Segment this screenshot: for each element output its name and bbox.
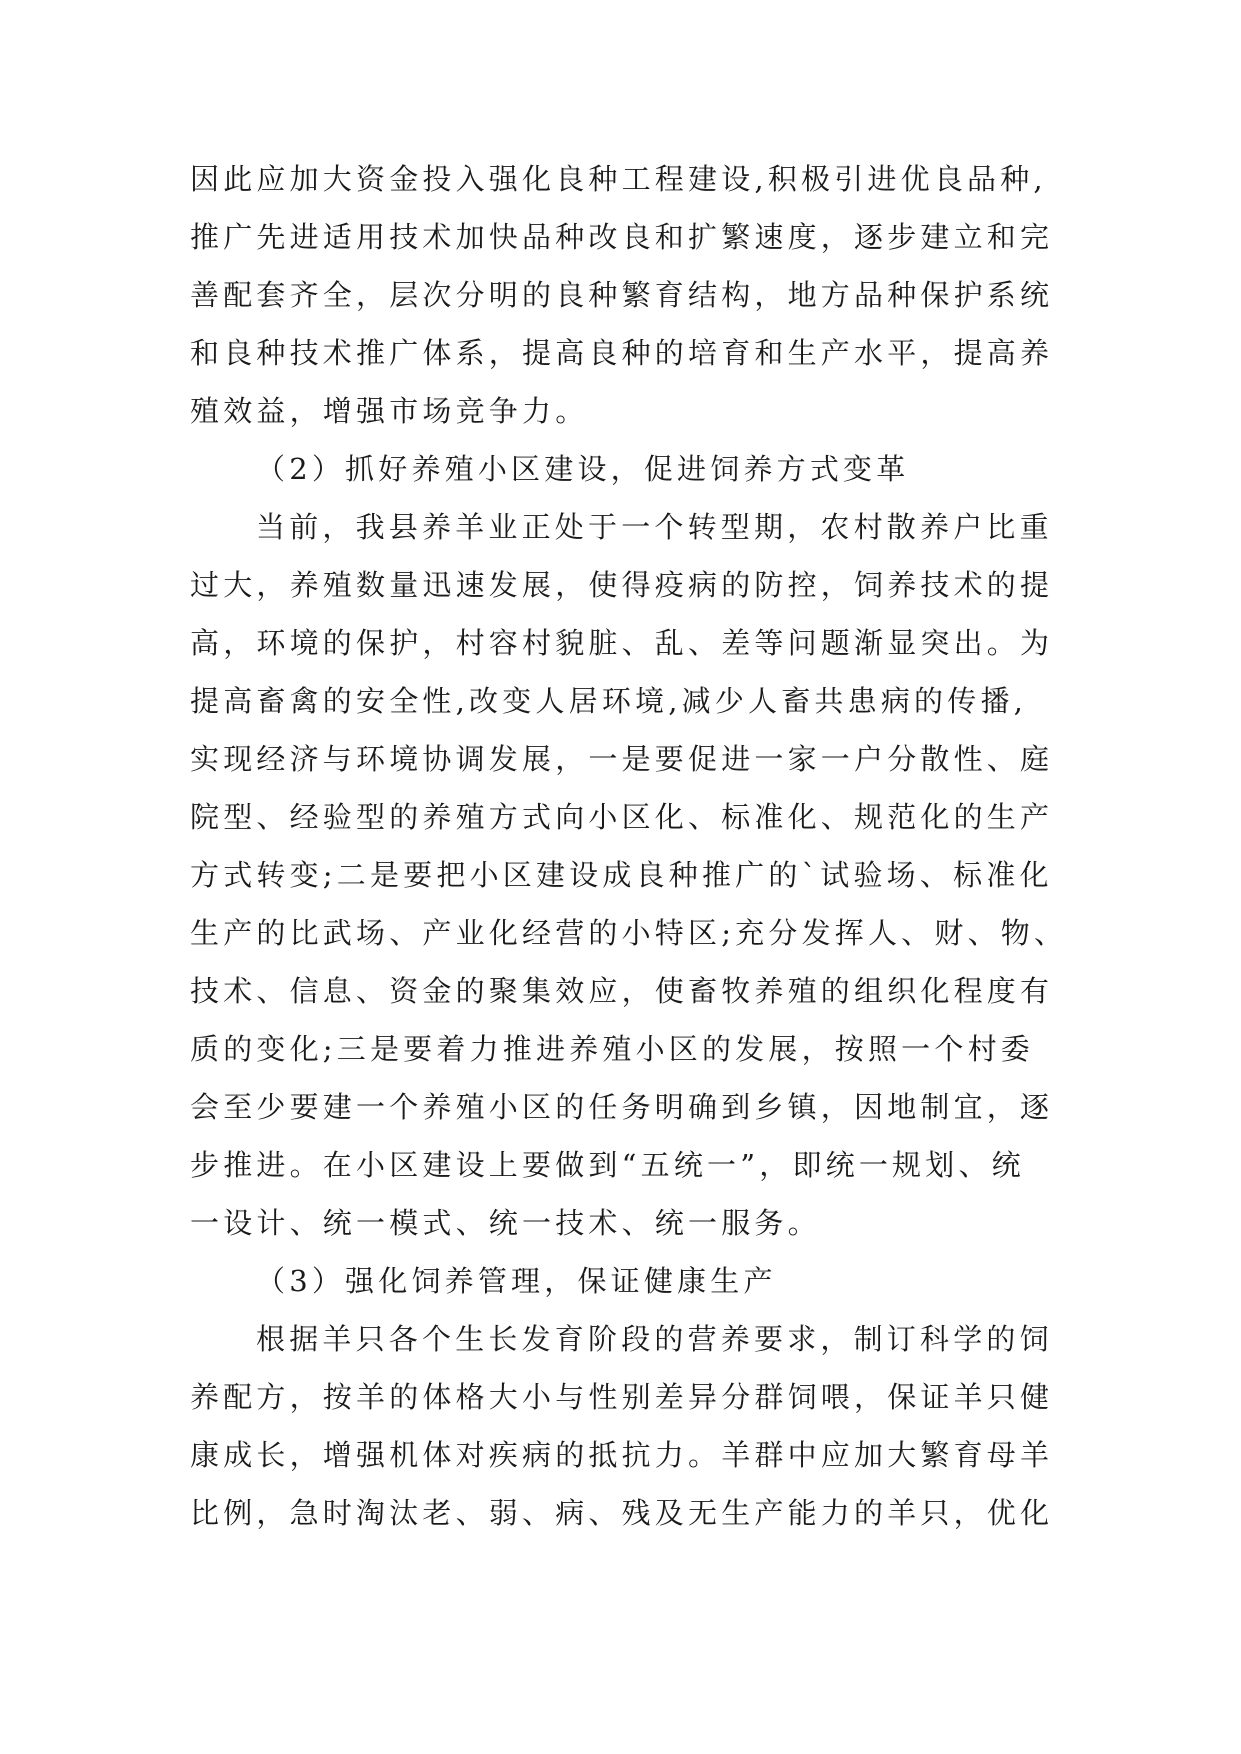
text-line: 院型、经验型的养殖方式向小区化、标准化、规范化的生产 bbox=[190, 800, 1054, 834]
text-line: 高，环境的保护，村容村貌脏、乱、差等问题渐显突出。为 bbox=[190, 626, 1054, 660]
text-line: 比例，急时淘汰老、弱、病、残及无生产能力的羊只，优化 bbox=[190, 1496, 1054, 1530]
text-line: 殖效益，增强市场竞争力。 bbox=[190, 394, 589, 428]
body-text bbox=[190, 150, 1080, 1542]
section-heading-3: （3）强化饲养管理，保证健康生产 bbox=[256, 1264, 777, 1298]
paragraph-start: 根据羊只各个生长发育阶段的营养要求，制订科学的饲 bbox=[256, 1322, 1053, 1356]
text-line: 推广先进适用技术加快品种改良和扩繁速度，逐步建立和完 bbox=[190, 220, 1054, 254]
paragraph-start: 当前，我县养羊业正处于一个转型期，农村散养户比重 bbox=[256, 510, 1053, 544]
text-line: 方式转变;二是要把小区建设成良种推广的`试验场、标准化 bbox=[190, 858, 1053, 892]
text-line: 步推进。在小区建设上要做到“五统一”，即统一规划、统 bbox=[190, 1148, 1025, 1182]
text-line: 和良种技术推广体系，提高良种的培育和生产水平，提高养 bbox=[190, 336, 1054, 370]
text-line: 会至少要建一个养殖小区的任务明确到乡镇，因地制宜，逐 bbox=[190, 1090, 1054, 1124]
text-line: 质的变化;三是要着力推进养殖小区的发展，按照一个村委 bbox=[190, 1032, 1034, 1066]
text-line: 康成长，增强机体对疾病的抵抗力。羊群中应加大繁育母羊 bbox=[190, 1438, 1054, 1472]
section-heading-2: （2）抓好养殖小区建设，促进饲养方式变革 bbox=[256, 452, 910, 486]
text-line: 生产的比武场、产业化经营的小特区;充分发挥人、财、物、 bbox=[190, 916, 1068, 950]
text-line: 技术、信息、资金的聚集效应，使畜牧养殖的组织化程度有 bbox=[190, 974, 1054, 1008]
text-line: 实现经济与环境协调发展，一是要促进一家一户分散性、庭 bbox=[190, 742, 1054, 776]
text-line: 因此应加大资金投入强化良种工程建设,积极引进优良品种, bbox=[190, 162, 1047, 196]
text-line: 一设计、统一模式、统一技术、统一服务。 bbox=[190, 1206, 821, 1240]
text-line: 善配套齐全，层次分明的良种繁育结构，地方品种保护系统 bbox=[190, 278, 1054, 312]
text-line: 提高畜禽的安全性,改变人居环境,减少人畜共患病的传播, bbox=[190, 684, 1028, 718]
text-line: 养配方，按羊的体格大小与性别差异分群饲喂，保证羊只健 bbox=[190, 1380, 1054, 1414]
text-line: 过大，养殖数量迅速发展，使得疫病的防控，饲养技术的提 bbox=[190, 568, 1054, 602]
